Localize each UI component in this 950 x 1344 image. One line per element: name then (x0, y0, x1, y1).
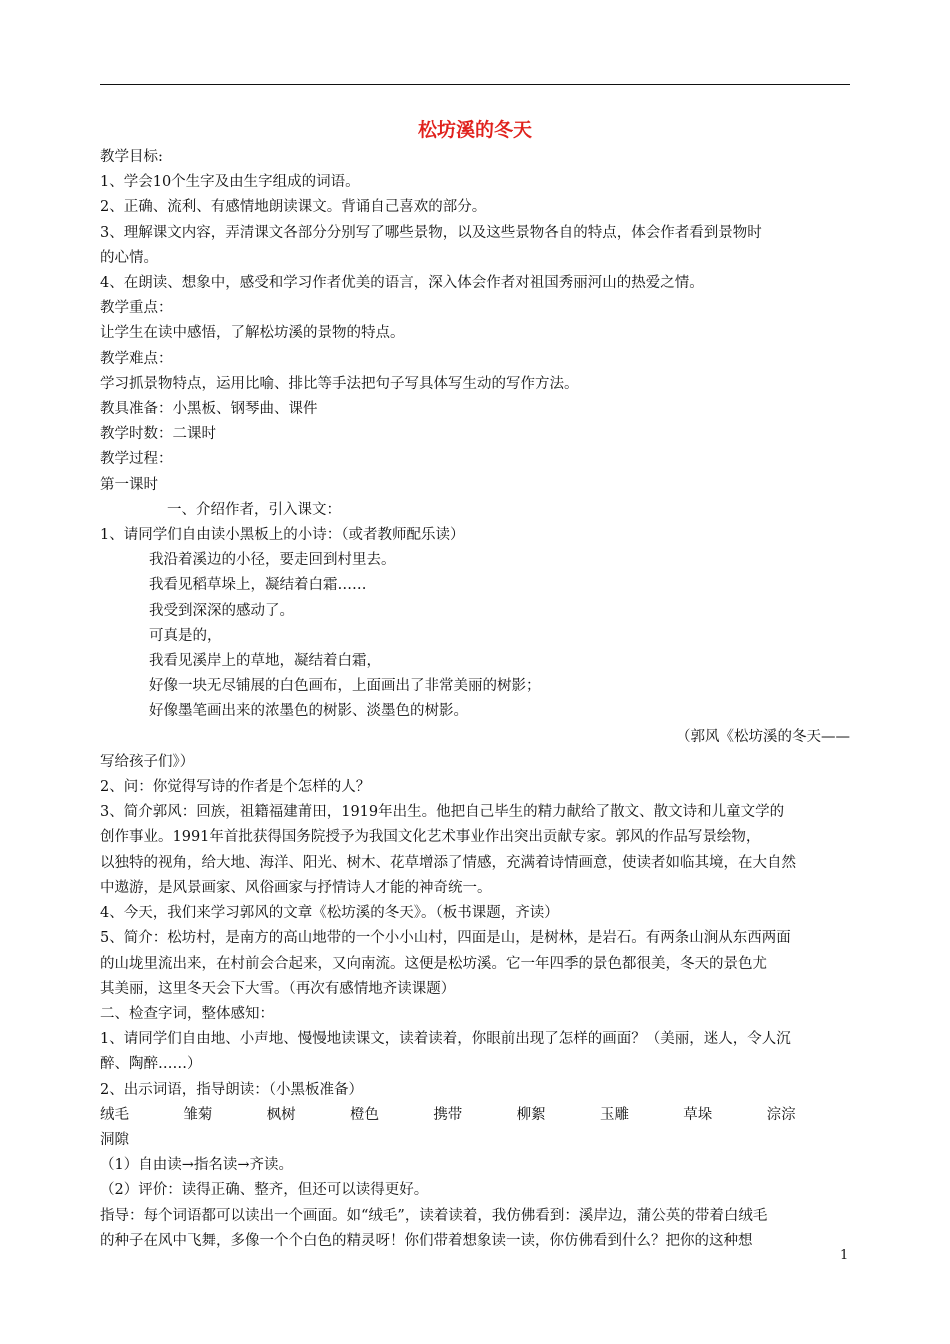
text-line: 指导：每个词语都可以读出一个画面。如“绒毛”，读着读着，我仿佛看到：溪岸边，蒲公英的带着白绒毛 (100, 1207, 768, 1224)
vocab-word: 绒毛 (100, 1106, 129, 1123)
text-line: 让学生在读中感悟，了解松坊溪的景物的特点。 (100, 325, 405, 342)
vocab-word: 淙淙 (766, 1106, 796, 1123)
poem-line: 我沿着溪边的小径，要走回到村里去。 (149, 552, 396, 569)
text-line: 学习抓景物特点，运用比喻、排比等手法把句子写具体写生动的写作方法。 (100, 375, 579, 392)
section-heading: 第一课时 (100, 476, 158, 493)
text-line: 2、问：你觉得写诗的作者是个怎样的人？ (100, 779, 371, 796)
text-line: 创作事业。1991年首批获得国务院授予为我国文化艺术事业作出突出贡献专家。郭风的作品写景绘物， (100, 829, 761, 846)
poem-line: 我看见溪岸上的草地，凝结着白霜， (149, 653, 381, 670)
text-line: 中遨游，是风景画家、风俗画家与抒情诗人才能的神奇统一。 (100, 879, 492, 896)
poem-citation-cont: 写给孩子们》） (100, 753, 195, 770)
document-title: 松坊溪的冬天 (417, 119, 532, 141)
text-line: 3、简介郭风：回族，祖籍福建莆田，1919年出生。他把自己毕生的精力献给了散文、散文诗和儿童文学的 (100, 804, 785, 821)
text-line: 4、今天，我们来学习郭风的文章《松坊溪的冬天》。（板书课题，齐读） (100, 905, 559, 922)
section-heading: 一、介绍作者，引入课文： (167, 501, 341, 518)
page-number: 1 (840, 1248, 849, 1263)
poem-line: 我受到深深的感动了。 (149, 602, 294, 619)
text-line: 4、在朗读、想象中，感受和学习作者优美的语言，深入体会作者对祖国秀丽河山的热爱之情。 (100, 275, 704, 292)
section-heading: 教学重点： (100, 300, 173, 317)
section-heading: 二、检查字词，整体感知： (100, 1005, 274, 1022)
text-line: 1、学会10个生字及由生字组成的词语。 (100, 174, 360, 191)
text-line: 教学目标: (100, 149, 163, 165)
text-line: 以独特的视角，给大地、海洋、阳光、树木、花草增添了情感，充满着诗情画意，使读者如临其境，在大自然 (100, 854, 796, 871)
section-heading: 教学过程： (100, 451, 173, 468)
poem-citation: （郭风《松坊溪的冬天—— (676, 728, 850, 745)
text-line: 教具准备：小黑板、钢琴曲、课件 (100, 401, 318, 418)
text-line: 教学时数：二课时 (100, 426, 216, 443)
text-line: （2）评价：读得正确、整齐，但还可以读得更好。 (100, 1182, 429, 1199)
text-line: 2、出示词语，指导朗读：（小黑板准备） (100, 1081, 363, 1098)
text-line: （1）自由读→指名读→齐读。 (100, 1157, 294, 1174)
vocab-word: 柳絮 (516, 1106, 546, 1123)
header-rule (100, 84, 850, 85)
section-heading: 教学难点： (100, 350, 173, 367)
text-line: 醉、陶醉……） (100, 1056, 202, 1073)
document-body (100, 145, 850, 1254)
poem-line: 我看见稻草垛上，凝结着白霜…… (149, 577, 367, 594)
text-line: 的心情。 (100, 249, 158, 266)
text-line: 2、正确、流利、有感情地朗读课文。背诵自己喜欢的部分。 (100, 199, 487, 216)
poem-line: 好像一块无尽铺展的白色画布，上面画出了非常美丽的树影； (149, 678, 541, 695)
vocab-word: 携带 (433, 1106, 463, 1123)
poem-line: 可真是的， (149, 627, 222, 644)
vocab-row (100, 1103, 850, 1128)
vocab-word-last: 洞隙 (100, 1131, 129, 1148)
poem-line: 好像墨笔画出来的浓墨色的树影、淡墨色的树影。 (149, 703, 468, 720)
text-line: 5、简介：松坊村，是南方的高山地带的一个小小山村，四面是山，是树林，是岩石。有两条山涧从东西两面 (100, 930, 791, 947)
vocab-word: 枫树 (266, 1106, 296, 1123)
vocab-word: 草垛 (683, 1106, 713, 1123)
text-line: 其美丽，这里冬天会下大雪。（再次有感情地齐读课题） (100, 980, 456, 997)
vocab-word: 橙色 (349, 1106, 379, 1123)
text-line: 3、理解课文内容，弄清课文各部分分别写了哪些景物，以及这些景物各自的特点，体会作者看到景物时 (100, 224, 762, 241)
text-line: 1、请同学们自由地、小声地、慢慢地读课文，读着读着，你眼前出现了怎样的画面？（美丽，迷人，令人沉 (100, 1031, 791, 1048)
text-line: 1、请同学们自由读小黑板上的小诗：（或者教师配乐读） (100, 527, 465, 544)
vocab-word: 玉雕 (599, 1106, 629, 1123)
vocab-word: 雏菊 (183, 1106, 213, 1123)
text-line: 的山垅里流出来，在村前会合起来，又向南流。这便是松坊溪。它一年四季的景色都很美，冬天的景色尤 (100, 955, 767, 972)
text-line: 的种子在风中飞舞，多像一个个白色的精灵呀！你们带着想象读一读，你仿佛看到什么？把你的这种想 (100, 1232, 753, 1249)
